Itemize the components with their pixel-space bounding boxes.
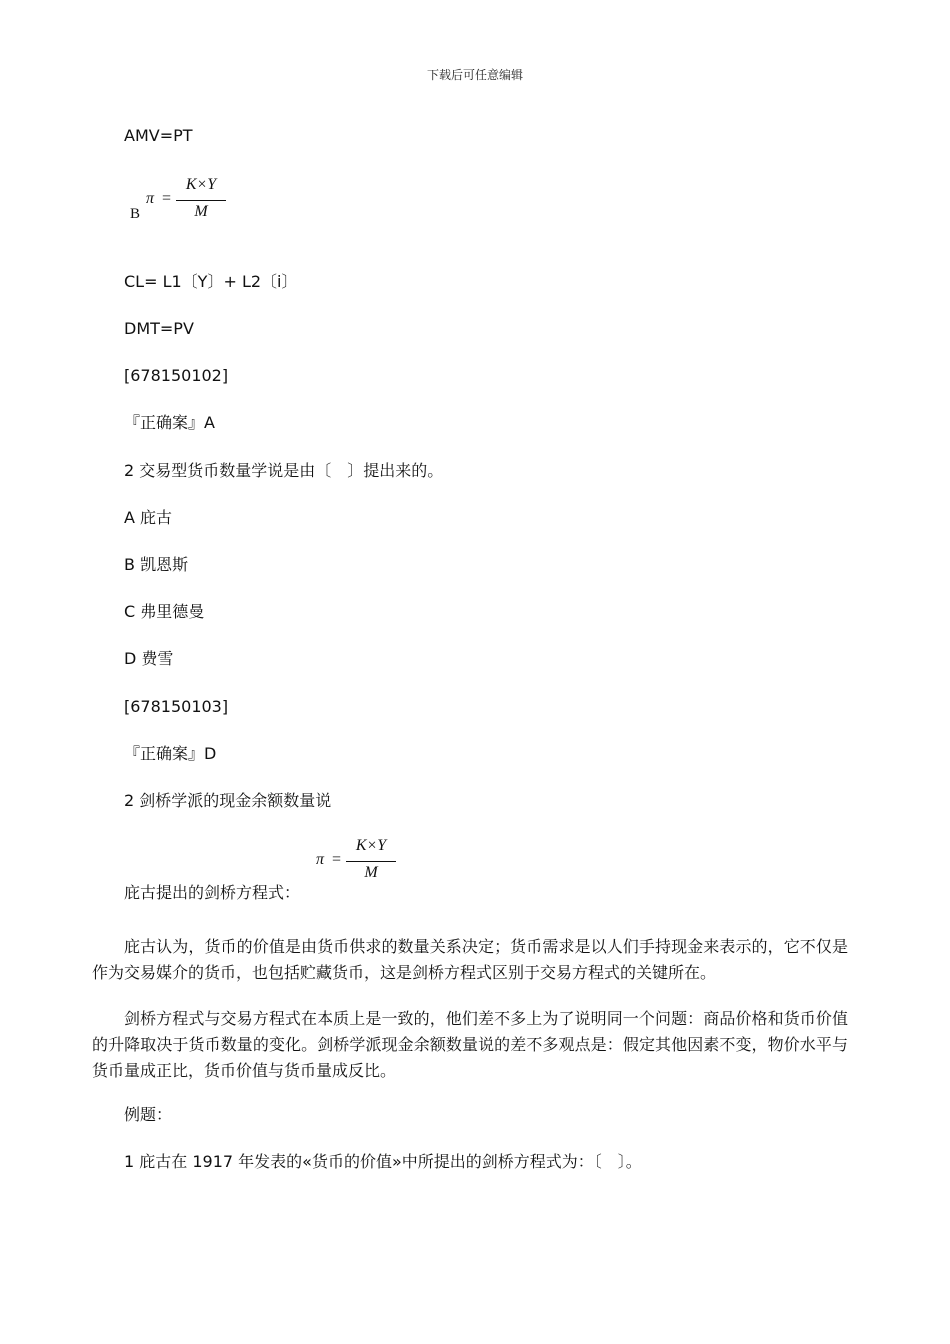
paragraph-pigou-view: 庇古认为，货币的价值是由货币供求的数量关系决定；货币需求是以人们手持现金来表示的，它不仅是作为交易媒介的货币，也包括贮藏货币，这是剑桥方程式区别于交易方程式的关键所在。 <box>92 937 848 982</box>
formula-fraction-bar <box>346 861 396 862</box>
pigou-equation-label: 庇古提出的剑桥方程式： <box>124 883 301 902</box>
paragraph-cambridge-vs-exchange: 剑桥方程式与交易方程式在本质上是一致的，他们差不多上为了说明同一个问题：商品价格和货币价值的升降取决于货币数量的变化。剑桥学派现金余额数量说的差不多观点是：假定其他因素不变，物价水平与货币量成正比，货币价值与货币量成反比。 <box>92 1009 848 1080</box>
option-b-formula <box>146 176 236 226</box>
formula-denominator: M <box>364 864 378 881</box>
page-header: 下载后可任意编辑 <box>426 68 523 82</box>
formula-pi: π <box>316 851 325 868</box>
question-2: 2 交易型货币数量学说是由〔 〕提出来的。 <box>124 461 444 480</box>
formula-fraction-bar <box>176 200 226 201</box>
example-question-1: 1 庇古在 1917 年发表的«货币的价值»中所提出的剑桥方程式为：〔 〕。 <box>124 1152 642 1171</box>
question-id-1: [678150102] <box>124 366 229 385</box>
formula-equals: = <box>332 851 342 868</box>
question-2-option-d: D 费雪 <box>124 649 174 668</box>
question-id-2: [678150103] <box>124 697 229 716</box>
option-a-formula: AMV=PT <box>124 126 193 145</box>
formula-numerator: K×Y <box>355 837 387 854</box>
formula-equals: = <box>162 190 172 207</box>
answer-1: 『正确案』A <box>124 413 215 432</box>
question-2-option-b: B 凯恩斯 <box>124 555 189 574</box>
formula-numerator: K×Y <box>185 176 217 193</box>
option-d-formula: DMT=PV <box>124 319 194 338</box>
question-2-option-a: A 庇古 <box>124 508 173 527</box>
section-heading-cambridge: 2 剑桥学派的现金余额数量说 <box>124 791 332 810</box>
formula-pi: π <box>146 190 155 207</box>
option-b-label: B <box>130 206 141 222</box>
formula-denominator: M <box>194 203 208 220</box>
question-2-option-c: C 弗里德曼 <box>124 602 205 621</box>
cambridge-formula <box>316 837 406 887</box>
example-heading: 例题： <box>124 1105 173 1124</box>
answer-2: 『正确案』D <box>124 744 217 763</box>
option-c-formula: CL= L1〔Y〕+ L2〔i〕 <box>124 272 298 291</box>
